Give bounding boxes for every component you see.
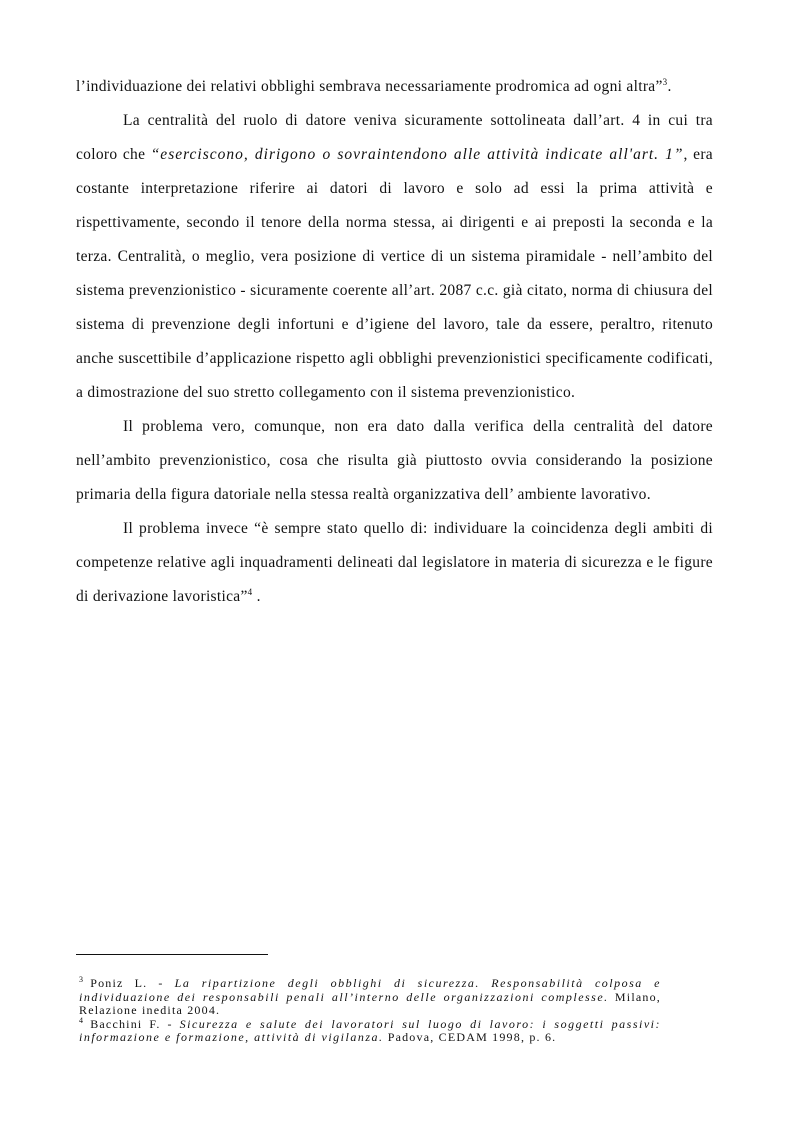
footnote-4-title: Sicurezza e salute dei lavoratori sul luogo di lavoro: i soggetti passivi: informazione e formazione, attività di vigilanza.	[79, 1016, 661, 1044]
paragraph-3	[76, 410, 713, 512]
paragraph-2-text-pre: La centralità del ruolo di datore veniva sicuramente sottolineata dall’art. 4 in cui tra coloro che	[76, 112, 713, 163]
paragraph-4	[76, 512, 713, 614]
footnote-4-author: Bacchini F. -	[90, 1016, 180, 1031]
footnote-ref-4[interactable]: 4	[247, 586, 253, 597]
footnote-ref-3[interactable]: 3	[662, 76, 668, 87]
footnote-3-publication: Milano, Relazione inedita 2004.	[79, 989, 661, 1017]
footnote-3-author: Poniz L. -	[90, 976, 175, 990]
paragraph-2	[76, 104, 713, 410]
footnote-3	[79, 977, 661, 1018]
footnote-3-number: 3	[79, 975, 85, 984]
footnote-4-publication: Padova, CEDAM 1998, p. 6.	[383, 1030, 557, 1044]
paragraph-3-text: Il problema vero, comunque, non era dato dalla verifica della centralità del datore nell’ambito prevenzionistico, cosa che risulta già piuttosto ovvia considerando la posizione primaria della figura datoriale nella stessa realtà organizzativa dell’ ambiente lavorativo.	[76, 418, 713, 503]
paragraph-2-quotation: “eserciscono, dirigono o sovraintendono alle attività indicate all'art. 1”	[150, 146, 684, 163]
paragraph-1-text: l’individuazione dei relativi obblighi sembrava necessariamente prodromica ad ogni altra”	[76, 78, 663, 95]
paragraph-2-text-post: , era costante interpretazione riferire ai datori di lavoro e solo ad essi la prima attività e rispettivamente, secondo il tenore della norma stessa, ai dirigenti e ai preposti la seconda e la terza. Centralità, o meglio, vera posizione di vertice di un sistema piramidale - nell’ambito del sistema prevenzionistico - sicuramente coerente all’art. 2087 c.c. già citato, norma di chiusura del sistema di prevenzione degli infortuni e d’igiene del lavoro, tale da essere, peraltro, ritenuto anche suscettibile d’applicazione rispetto agli obblighi prevenzionistici specificamente codificati, a dimostrazione del suo stretto collegamento con il sistema prevenzionistico.	[76, 146, 713, 401]
footnote-4-number: 4	[79, 1015, 85, 1025]
footnote-4	[79, 1015, 661, 1045]
paragraph-4-end: .	[252, 588, 261, 605]
footnotes	[79, 977, 661, 1045]
paragraph-4-text: Il problema invece “è sempre stato quello di: individuare la coincidenza degli ambiti di competenze relative agli inquadramenti delineati dal legislatore in materia di sicurezza e le figure di derivazione lavoristica”	[76, 520, 713, 605]
paragraph-1-end: .	[667, 78, 672, 95]
main-text	[76, 70, 713, 614]
footnote-separator	[76, 954, 268, 955]
footnote-3-title: La ripartizione degli obblighi di sicurezza. Responsabilità colposa e individuazione dei responsabili penali all’interno delle organizzazioni complesse.	[79, 976, 661, 1004]
paragraph-1	[76, 70, 713, 104]
